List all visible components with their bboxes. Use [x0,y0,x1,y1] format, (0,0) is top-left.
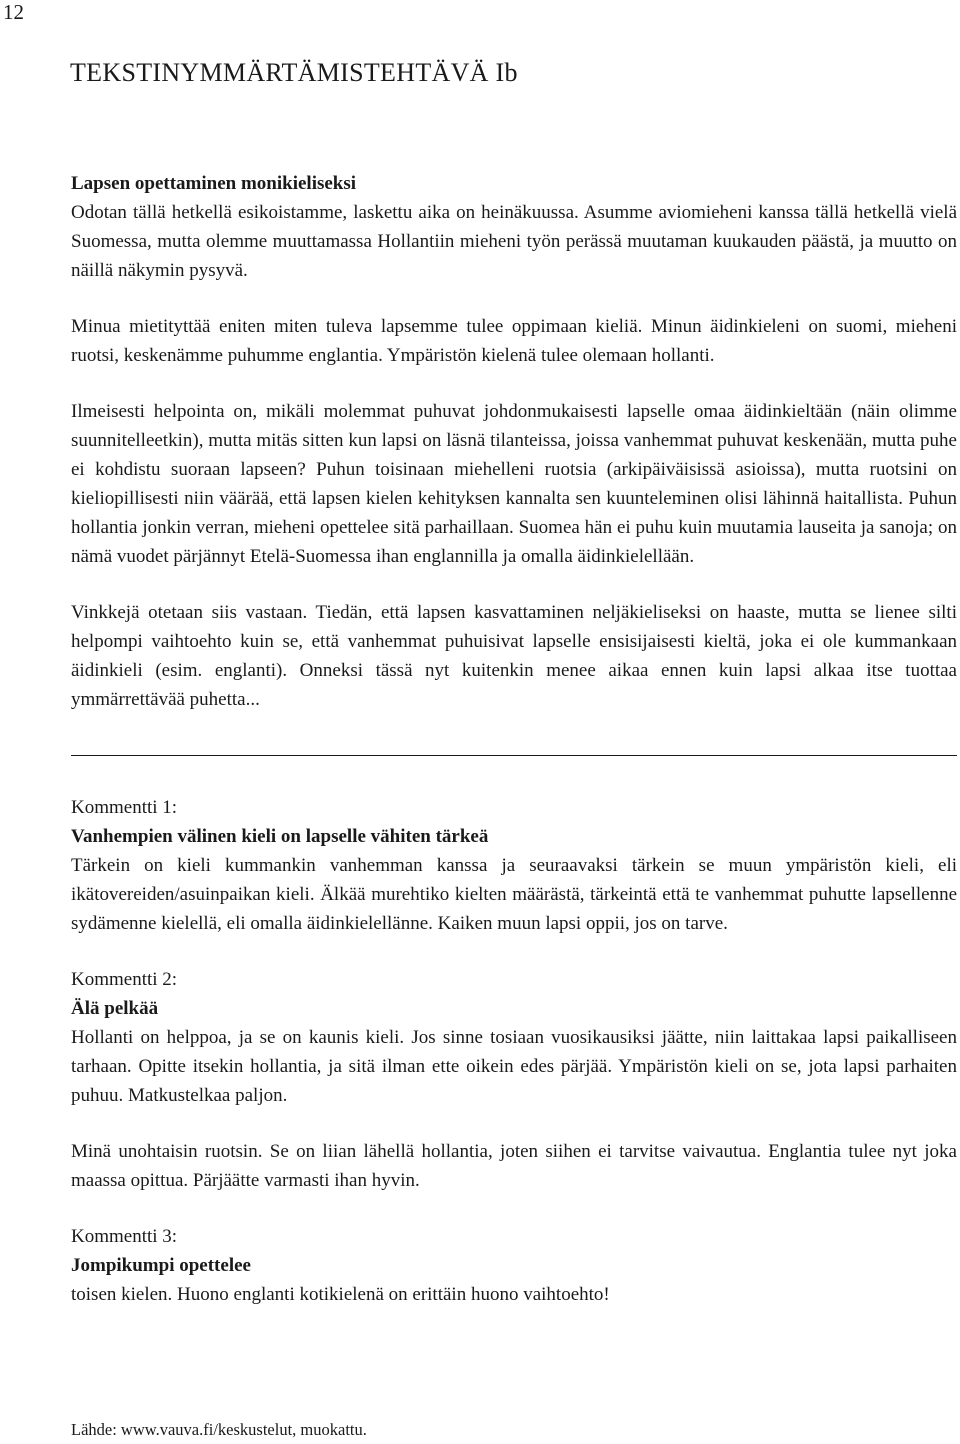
comment-paragraph: Hollanti on helppoa, ja se on kaunis kieli. Jos sinne tosiaan vuosikausiksi jäätte, niin laittakaa lapsi paikalliseen tarhaan. Opitte itsekin hollantia, ja sitä ilman ette oikein edes pärjää. Ympäristön kieli on se, jota lapsi parhaiten puhuu. Matkustelkaa paljon. [71,1027,957,1106]
article-heading: Lapsen opettaminen monikieliseksi [71,173,357,194]
comment-heading: Jompikumpi opettelee [71,1255,251,1276]
comment-heading: Vanhempien välinen kieli on lapselle vähiten tärkeä [71,826,489,847]
article-paragraph: Minua mietityttää eniten miten tuleva lapsemme tulee oppimaan kieliä. Minun äidinkieleni on suomi, mieheni ruotsi, keskenämme puhumme englantia. Ympäristön kielenä tulee olemaan hollanti. [71,316,957,366]
article-paragraph: Ilmeisesti helpointa on, mikäli molemmat puhuvat johdonmukaisesti lapselle omaa äidinkieltään (näin olimme suunnitelleetkin), mutta mitäs sitten kun lapsi on läsnä tilanteissa, joissa vanhemmat puhuvat keskenään, mutta puhe ei kohdistu suoraan lapseen? Puhun toisinaan miehelleni ruotsia (arkipäiväisissä asioissa), mutta ruotsini on kieliopillisesti niin väärää, että lapsen kielen kehityksen kannalta sen kuunteleminen olisi lähinnä haitallista. Puhun hollantia jonkin verran, mieheni opettelee sitä parhaillaan. Suomea hän ei puhu kuin muutamia lauseita ja sanoja; on nämä vuodet pärjännyt Etelä-Suomessa ihan englannilla ja omalla äidinkielellään. [71,401,957,567]
source-citation: Lähde: www.vauva.fi/keskustelut, muokattu. [71,1420,367,1439]
page-title: TEKSTINYMMÄRTÄMISTEHTÄVÄ Ib [70,58,518,87]
article-paragraph: Vinkkejä otetaan siis vastaan. Tiedän, että lapsen kasvattaminen neljäkieliseksi on haaste, mutta se lienee silti helpompi vaihtoehto kuin se, että vanhemmat puhuisivat lapselle ensisijaisesti kieltä, joka ei ole kummankaan äidinkieli (esim. englanti). Onneksi tässä nyt kuitenkin menee aikaa ennen kuin lapsi alkaa itse tuottaa ymmärrettävää puhetta... [71,602,957,710]
document-body [71,169,957,1309]
comment [71,793,957,938]
page-number: 12 [3,0,24,24]
comment-label: Kommentti 3: [71,1226,178,1247]
article [71,169,957,714]
comment-label: Kommentti 1: [71,797,178,818]
comment-paragraph: Tärkein on kieli kummankin vanhemman kanssa ja seuraavaksi tärkein se muun ympäristön kieli, eli ikätovereiden/asuinpaikan kieli. Älkää murehtiko kielten määrästä, tärkeintä että te vanhemmat puhutte lapsellenne sydämenne kielellä, eli omalla äidinkielellänne. Kaiken muun lapsi oppii, jos on tarve. [71,855,957,934]
comment [71,965,957,1195]
comment-heading: Älä pelkää [71,998,159,1019]
comment-label: Kommentti 2: [71,969,178,990]
comment-paragraph: Minä unohtaisin ruotsin. Se on liian lähellä hollantia, joten siihen ei tarvitse vaivautua. Englantia tulee nyt joka maassa opittua. Pärjäätte varmasti ihan hyvin. [71,1141,957,1191]
comment-paragraph: toisen kielen. Huono englanti kotikielenä on erittäin huono vaihtoehto! [71,1284,610,1305]
comment [71,1222,957,1309]
article-paragraph: Odotan tällä hetkellä esikoistamme, laskettu aika on heinäkuussa. Asumme aviomieheni kanssa tällä hetkellä vielä Suomessa, mutta olemme muuttamassa Hollantiin mieheni työn perässä muutaman kuukauden päästä, ja muutto on näillä näkymin pysyvä. [71,202,957,281]
